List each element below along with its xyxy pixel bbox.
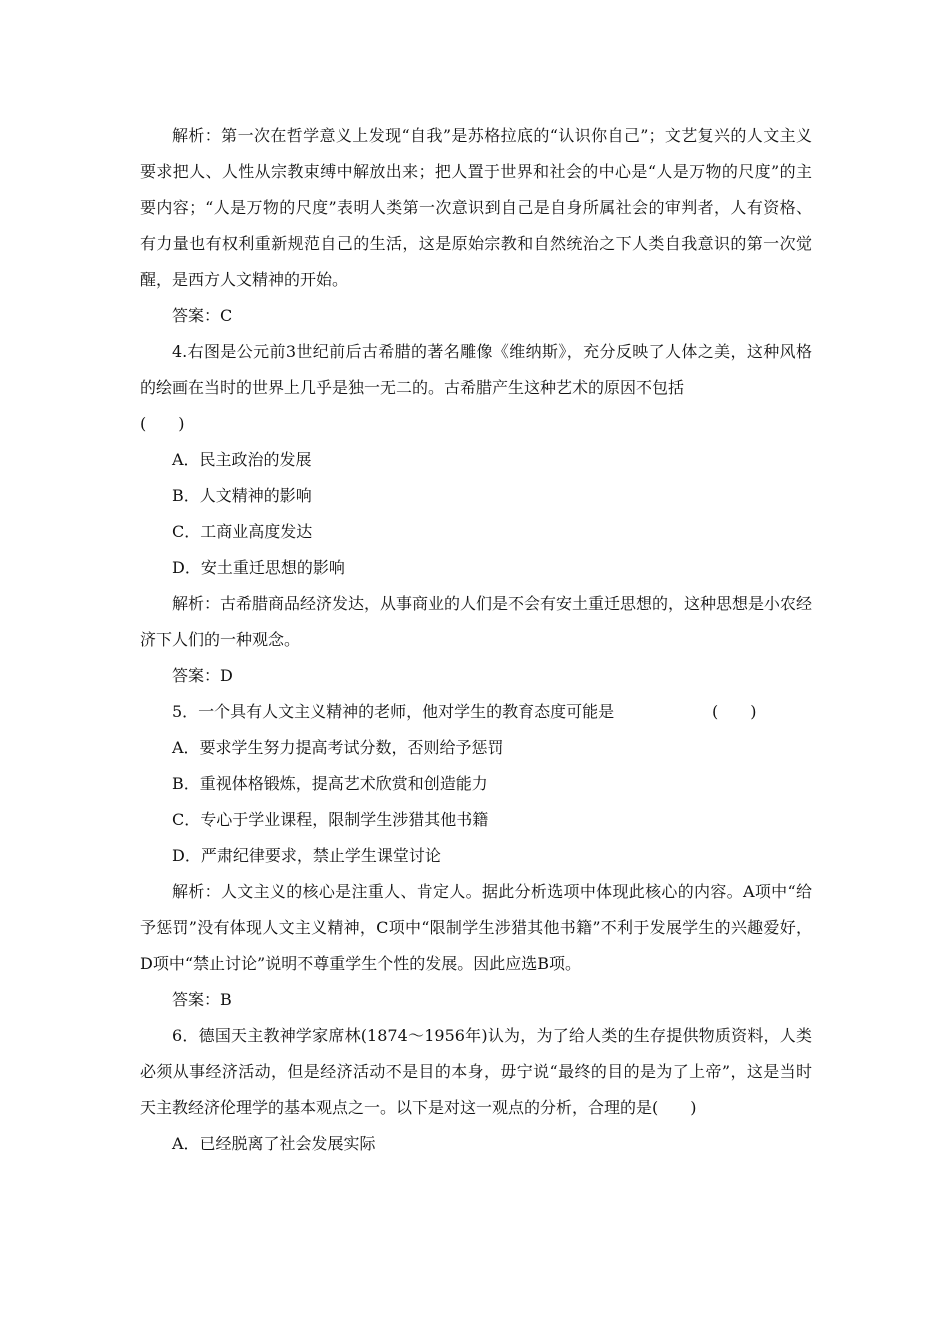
q4-stem: 4.右图是公元前3世纪前后古希腊的著名雕像《维纳斯》，充分反映了人体之美，这种风格的绘画在当时的世界上几乎是独一无二的。古希腊产生这种艺术的原因不包括 — [140, 342, 812, 397]
q5-analysis: 解析：人文主义的核心是注重人、肯定人。据此分析选项中体现此核心的内容。A项中“给予惩罚”没有体现人文主义精神，C项中“限制学生涉猎其他书籍”不利于发展学生的兴趣爱好，D项中“禁止讨论”说明不尊重学生个性的发展。因此应选B项。 — [140, 882, 812, 973]
q4-answer: 答案：D — [172, 666, 233, 685]
q5-stem-line — [140, 694, 812, 730]
q4-analysis: 解析：古希腊商品经济发达，从事商业的人们是不会有安土重迁思想的，这种思想是小农经济下人们的一种观念。 — [140, 594, 813, 649]
q4-option-d: D．安土重迁思想的影响 — [172, 558, 345, 577]
q3-analysis: 解析：第一次在哲学意义上发现“自我”是苏格拉底的“认识你自己”；文艺复兴的人文主义要求把人、人性从宗教束缚中解放出来；把人置于世界和社会的中心是“人是万物的尺度”的主要内容；“人是万物的尺度”表明人类第一次意识到自己是自身所属社会的审判者，人有资格、有力量也有权利重新规范自己的生活，这是原始宗教和自然统治之下人类自我意识的第一次觉醒，是西方人文精神的开始。 — [140, 126, 812, 289]
q5-option-c: C．专心于学业课程，限制学生涉猎其他书籍 — [172, 810, 489, 829]
q5-option-d: D．严肃纪律要求，禁止学生课堂讨论 — [172, 846, 441, 865]
q5-option-b: B．重视体格锻炼，提高艺术欣赏和创造能力 — [172, 774, 488, 793]
q5-stem: 5．一个具有人文主义精神的老师，他对学生的教育态度可能是 — [172, 702, 615, 721]
q3-answer: 答案：C — [172, 306, 233, 325]
q6-stem: 6．德国天主教神学家席林(1874～1956年)认为，为了给人类的生存提供物质资料，人类必须从事经济活动，但是经济活动不是目的本身，毋宁说“最终的目的是为了上帝”，这是当时天主教经济伦理学的基本观点之一。以下是对这一观点的分析，合理的是( ) — [140, 1026, 812, 1117]
q4-option-a: A．民主政治的发展 — [172, 450, 312, 469]
page-content — [140, 118, 812, 1162]
q5-answer: 答案：B — [172, 990, 232, 1009]
q4-answer-blank: ( ) — [140, 414, 185, 433]
q4-option-c: C．工商业高度发达 — [172, 522, 313, 541]
q5-answer-blank: ( ) — [712, 702, 757, 721]
q5-option-a: A．要求学生努力提高考试分数，否则给予惩罚 — [172, 738, 504, 757]
q6-option-a: A．已经脱离了社会发展实际 — [172, 1134, 376, 1153]
q4-option-b: B．人文精神的影响 — [172, 486, 312, 505]
